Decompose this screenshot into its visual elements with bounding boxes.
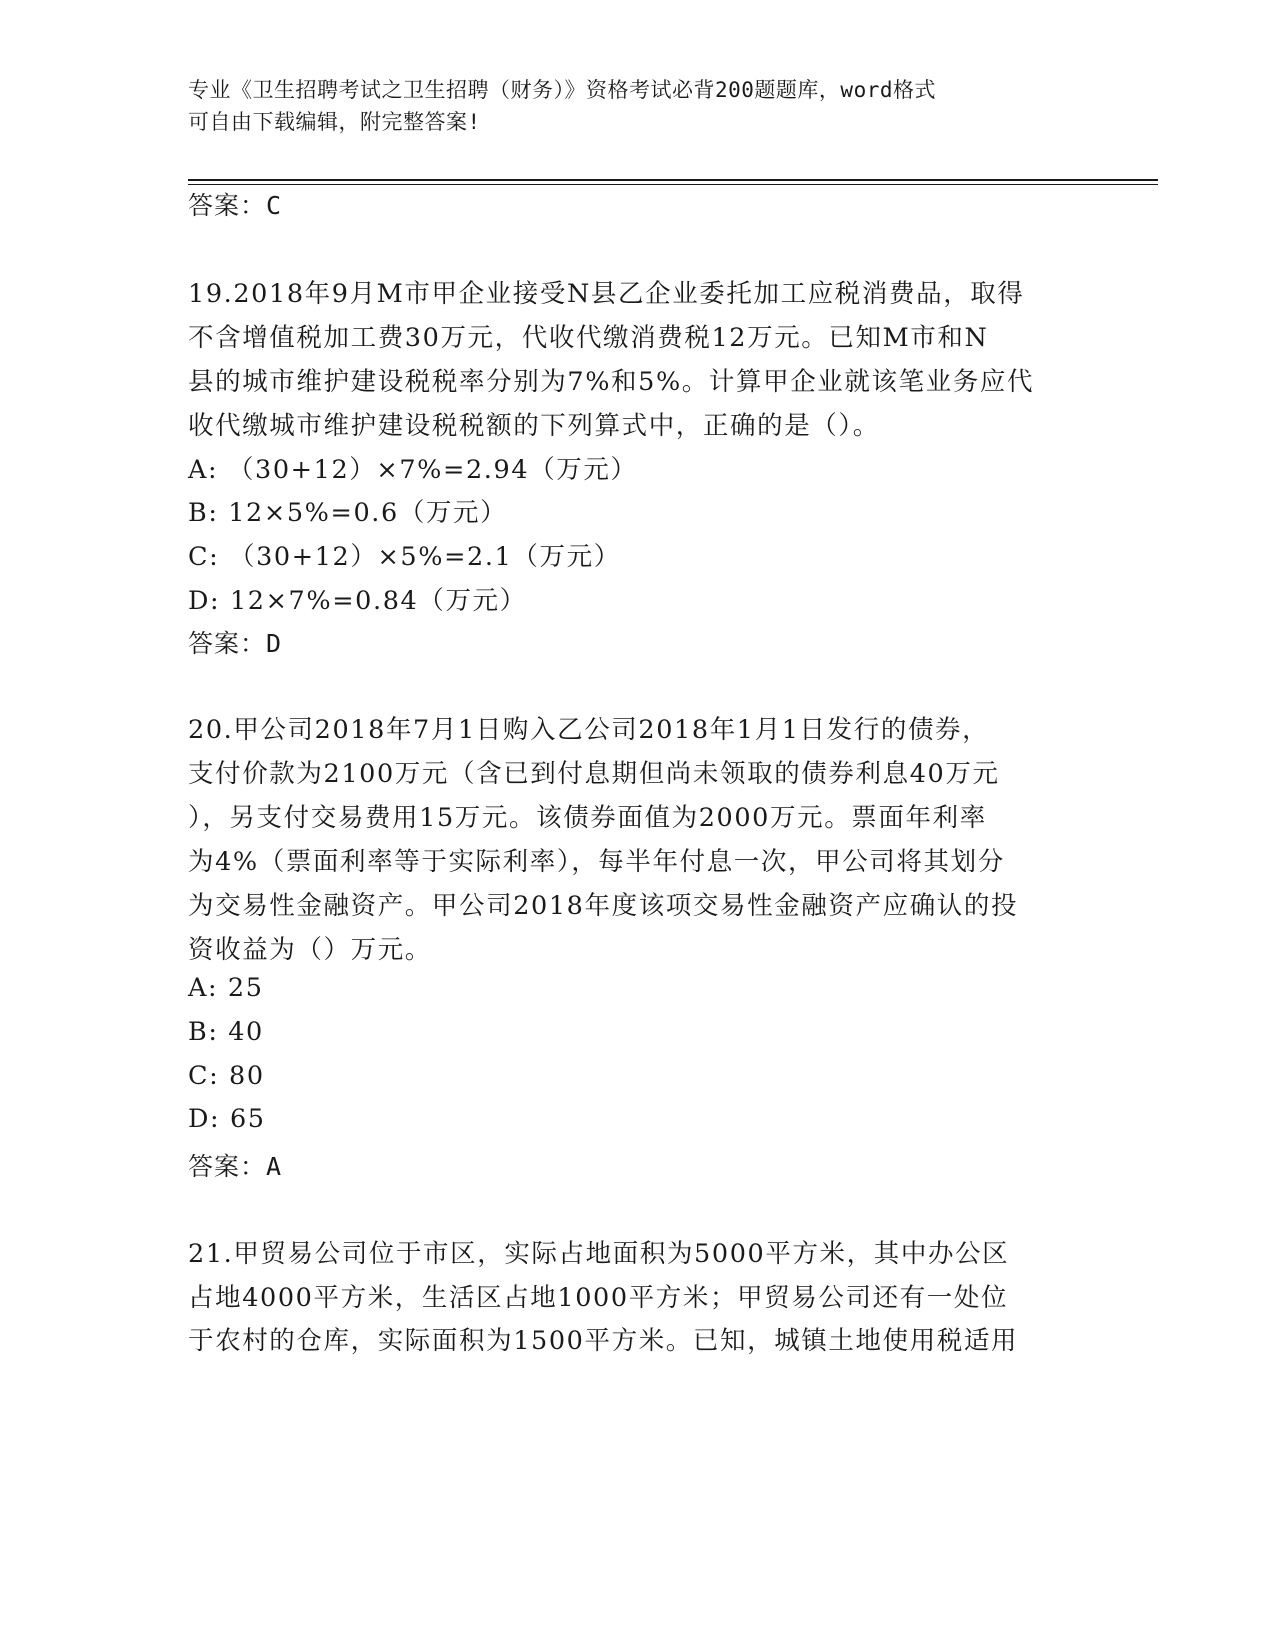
header-divider-thin [188, 184, 1158, 185]
question-19-line: 收代缴城市维护建设税税额的下列算式中，正确的是（）。 [188, 411, 880, 441]
question-19-line: 不含增值税加工费30万元，代收代缴消费税12万元。已知M市和N [188, 323, 989, 353]
question-20-answer: 答案：A [188, 1152, 283, 1181]
question-19-option-d: D: 12×7%=0.84（万元） [188, 586, 527, 616]
document-header [188, 74, 1068, 138]
question-20-line: ），另支付交易费用15万元。该债券面值为2000万元。票面年利率 [188, 803, 987, 833]
question-20-line: 资收益为（）万元。 [188, 935, 432, 965]
question-19-option-c: C: （30+12）×5%=2.1（万元） [188, 542, 621, 572]
header-line-1: 专业《卫生招聘考试之卫生招聘（财务）》资格考试必背200题题库，word格式 [188, 78, 936, 102]
question-21-line: 21.甲贸易公司位于市区，实际占地面积为5000平方米，其中办公区 [188, 1239, 1010, 1269]
question-19-line: 19.2018年9月M市甲企业接受N县乙企业委托加工应税消费品，取得 [188, 279, 1025, 309]
question-20-line: 支付价款为2100万元（含已到付息期但尚未领取的债券利息40万元 [188, 759, 1000, 789]
question-20-option-b: B: 40 [188, 1017, 264, 1047]
question-19-line: 县的城市维护建设税税率分别为7%和5%。计算甲企业就该笔业务应代 [188, 367, 1035, 397]
question-20-option-d: D: 65 [188, 1104, 266, 1134]
question-19-option-a: A: （30+12）×7%=2.94（万元） [188, 455, 638, 485]
question-20-option-c: C: 80 [188, 1061, 265, 1091]
header-line-2: 可自由下载编辑，附完整答案! [188, 110, 481, 134]
question-20-line: 为4%（票面利率等于实际利率），每半年付息一次，甲公司将其划分 [188, 847, 1005, 877]
question-20-line: 为交易性金融资产。甲公司2018年度该项交易性金融资产应确认的投 [188, 891, 1019, 921]
question-19-option-b: B: 12×5%=0.6（万元） [188, 498, 508, 528]
question-21-line: 占地4000平方米，生活区占地1000平方米；甲贸易公司还有一处位 [188, 1283, 1009, 1313]
question-20-option-a: A: 25 [188, 973, 264, 1003]
question-21-line: 于农村的仓库，实际面积为1500平方米。已知，城镇土地使用税适用 [188, 1326, 1019, 1356]
header-divider-thick [188, 179, 1158, 181]
question-20-line: 20.甲公司2018年7月1日购入乙公司2018年1月1日发行的债券， [188, 715, 990, 745]
question-19-answer: 答案：D [188, 629, 283, 658]
previous-answer: 答案：C [188, 191, 283, 220]
